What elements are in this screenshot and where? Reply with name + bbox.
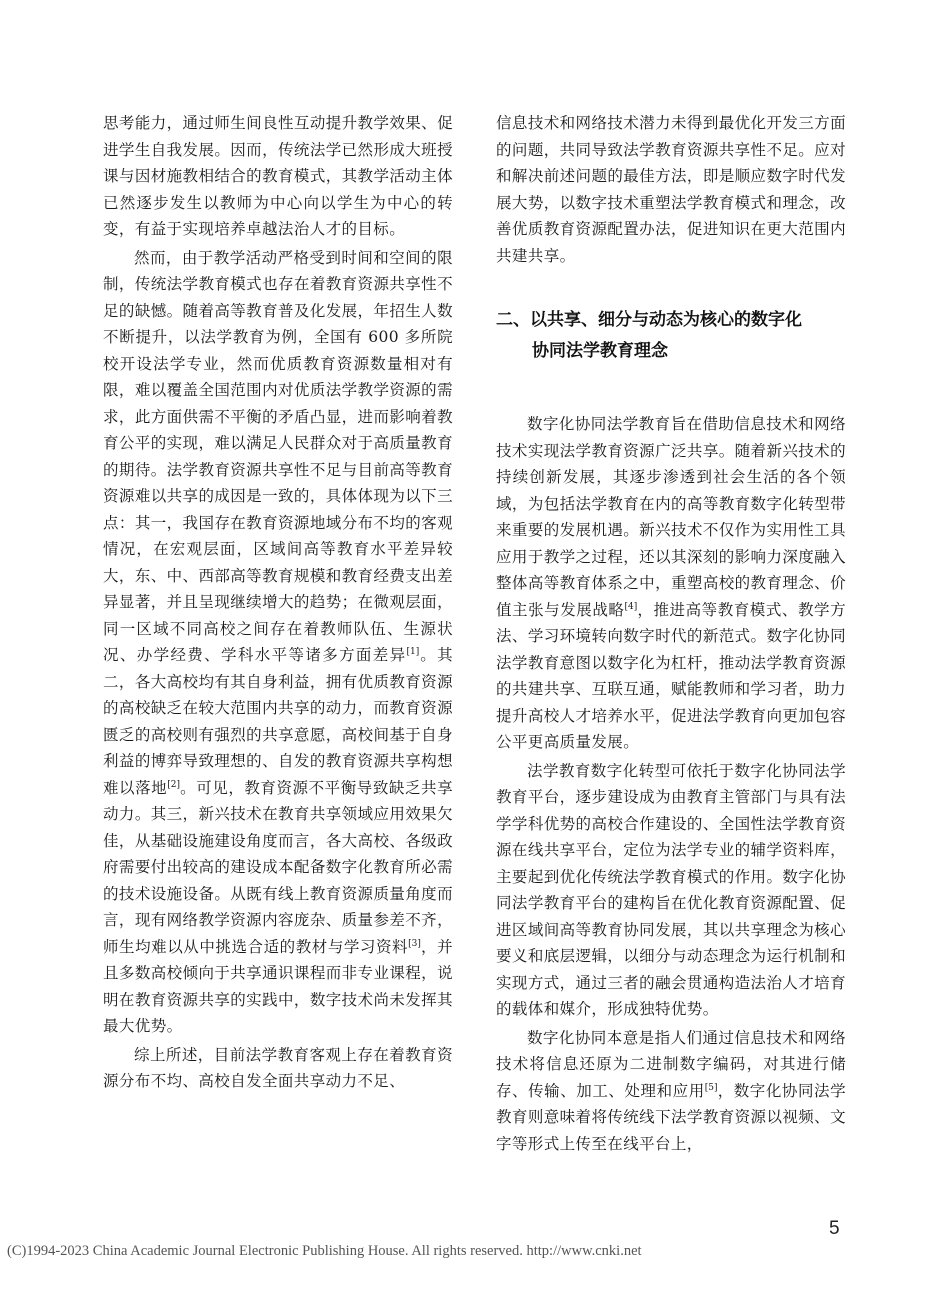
section-heading-line2: 协同法学教育理念 <box>532 341 668 361</box>
paragraph: 数字化协同本意是指人们通过信息技术和网络技术将信息还原为二进制数字编码，对其进行储存、传输、加工、处理和应用[5]，数字化协同法学教育则意味着将传统线下法学教育资源以视频、文字等形式上传至在线平台上， <box>496 1028 847 1153</box>
section-heading <box>496 305 846 367</box>
citation-ref: [5] <box>704 1082 718 1093</box>
paragraph: 数字化协同法学教育旨在借助信息技术和网络技术实现法学教育资源广泛共享。随着新兴技术的持续创新发展，其逐步渗透到社会生活的各个领域，为包括法学教育在内的高等教育数字化转型带来重要的发展机遇。新兴技术不仅作为实用性工具应用于教学之过程，还以其深刻的影响力深度融入整体高等教育体系之中，重塑高校的教育理念、价值主张与发展战略[4]，推进高等教育模式、教学方法、学习环境转向数字时代的新范式。数字化协同法学教育意图以数字化为杠杆，推动法学教育资源的共建共享、互联互通，赋能教师和学习者，助力提升高校人才培养水平，促进法学教育向更加包容公平更高质量发展。 <box>496 415 847 751</box>
paragraph: 法学教育数字化转型可依托于数字化协同法学教育平台，逐步建设成为由教育主管部门与具有法学学科优势的高校合作建设的、全国性法学教育资源在线共享平台，定位为法学专业的辅学资料库，主要起到优化传统法学教育模式的作用。数字化协同法学教育平台的建构旨在优化教育资源配置、促进区域间高等教育协同发展，其以共享理念为核心要义和底层逻辑，以细分与动态理念为运行机制和实现方式，通过三者的融会贯通构造法治人才培育的载体和媒介，形成独特优势。 <box>496 761 846 1018</box>
page-number: 5 <box>829 1218 840 1239</box>
paragraph: 然而，由于教学活动严格受到时间和空间的限制，传统法学教育模式也存在着教育资源共享性不足的缺憾。随着高等教育普及化发展，年招生人数不断提升，以法学教育为例，全国有 600 多所院校开设法学专业，然而优质教育资源数量相对有限，难以覆盖全国范围内对优质法学教学资源的需求，此方面供需不平衡的矛盾凸显，进而影响着教育公平的实现，难以满足人民群众对于高质量教育的期待。法学教育资源共享性不足与目前高等教育资源难以共享的成因是一致的，具体体现为以下三点：其一，我国存在教育资源地域分布不均的客观情况，在宏观层面，区域间高等教育水平差异较大，东、中、西部高等教育规模和教育经费支出差异显著，并且呈现继续增大的趋势；在微观层面，同一区域不同高校之间存在着教师队伍、生源状况、办学经费、学科水平等诸多方面差异[1]。其二，各大高校均有其自身利益，拥有优质教育资源的高校缺乏在较大范围内共享的动力，而教育资源匮乏的高校则有强烈的共享意愿，高校间基于自身利益的博弈导致理想的、自发的教育资源共享构想难以落地[2]。可见，教育资源不平衡导致缺乏共享动力。其三，新兴技术在教育共享领域应用效果欠佳，从基础设施建设角度而言，各大高校、各级政府需要付出较高的建设成本配备数字化教育所必需的技术设施设备。从既有线上教育资源质量角度而言，现有网络教学资源内容庞杂、质量参差不齐，师生均难以从中挑选合适的教材与学习资料[3]，并且多数高校倾向于共享通识课程而非专业课程，说明在教育资源共享的实践中，数字技术尚未发挥其最大优势。 <box>103 248 453 1035</box>
copyright-footer: (C)1994-2023 China Academic Journal Electronic Publishing House. All rights reserved. http://www.cnki.net <box>7 1243 642 1259</box>
section-heading-line1: 二、以共享、细分与动态为核心的数字化 <box>496 310 802 330</box>
left-column <box>103 110 453 1095</box>
citation-ref: [3] <box>408 938 421 949</box>
citation-ref: [1] <box>406 646 420 657</box>
paragraph: 信息技术和网络技术潜力未得到最优化开发三方面的问题，共同导致法学教育资源共享性不足。应对和解决前述问题的最佳方法，即是顺应数字时代发展大势，以数字技术重塑法学教育模式和理念，改善优质教育资源配置办法，促进知识在更大范围内共建共享。 <box>496 114 846 265</box>
citation-ref: [4] <box>624 601 638 612</box>
paragraph: 思考能力，通过师生间良性互动提升教学效果、促进学生自我发展。因而，传统法学已然形成大班授课与因材施教相结合的教育模式，其教学活动主体已然逐步发生以教师为中心向以学生为中心的转变，有益于实现培养卓越法治人才的目标。 <box>103 114 453 238</box>
citation-ref: [2] <box>167 779 180 790</box>
right-column <box>496 110 846 1157</box>
paragraph: 综上所述，目前法学教育客观上存在着教育资源分布不均、高校自发全面共享动力不足、 <box>103 1045 453 1090</box>
